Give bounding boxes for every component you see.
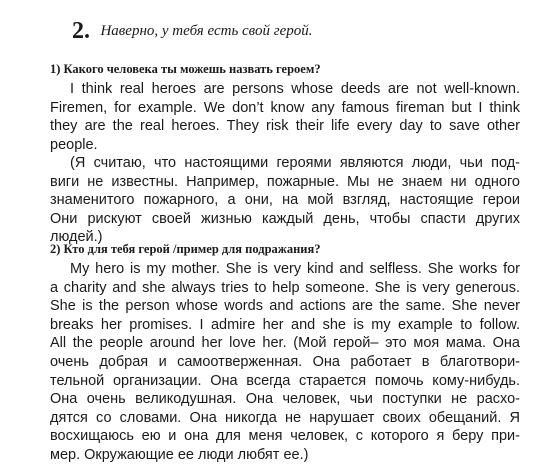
text-line: Firemen, for example. We don’t know any famous fireman but I think: [50, 99, 520, 116]
answer-1-russian: [50, 154, 520, 247]
text-line: I think real heroes are persons whose deeds are not well-known.: [70, 81, 520, 97]
text-line: очень добрая и самоотверженная. Она работает в благотвори-: [50, 353, 520, 370]
text-line: they are the real heroes. They risk their life every day to save other: [50, 118, 520, 135]
text-line: тельной организации. Она всегда старается помочь кому-нибудь.: [50, 372, 520, 389]
text-line: восхищаюсь ею и она для меня человек, с которого я беру при-: [50, 428, 520, 445]
text-line: She is the person whose words and actions are the same. She never: [50, 298, 520, 315]
exercise-title: Наверно, у тебя есть свой герой.: [100, 23, 313, 39]
question-1-heading: 1) Какого человека ты можешь назвать героем?: [50, 62, 321, 76]
text-line: breaks her promises. I admire her and she is my example to follow.: [50, 316, 520, 333]
text-line: people.: [50, 136, 98, 153]
text-line: Они рискуют своей жизнью каждый день, чтобы спасти других: [50, 210, 520, 227]
answer-2: [50, 260, 520, 465]
text-line: My hero is my mother. She is very kind and selfless. She works for: [70, 261, 520, 277]
exercise-header: [72, 18, 313, 45]
text-line: All the people around her love her. (Мой герой– это моя мама. Она: [50, 335, 520, 352]
text-line: дятся со словами. Она никогда не нарушает своих обещаний. Я: [50, 409, 520, 426]
text-line: Она очень великодушная. Она человек, чьи поступки не расхо-: [50, 391, 520, 408]
text-line: людей.): [50, 229, 103, 246]
text-line: a charity and she always tries to help someone. She is very generous.: [50, 279, 520, 296]
answer-1-english: [50, 80, 520, 154]
text-line: знаменитого пожарного, а они, на мой взгляд, настоящие герои: [50, 192, 520, 209]
exercise-number: 2.: [72, 18, 90, 44]
question-2-heading: 2) Кто для тебя герой /пример для подражания?: [50, 242, 321, 256]
text-line: (Я считаю, что настоящими героями являются люди, чьи под-: [70, 155, 520, 171]
text-line: виги не известны. Например, пожарные. Мы не знаем ни одного: [50, 173, 520, 190]
text-line: мер. Окружающие ее люди любят ее.): [50, 446, 309, 463]
